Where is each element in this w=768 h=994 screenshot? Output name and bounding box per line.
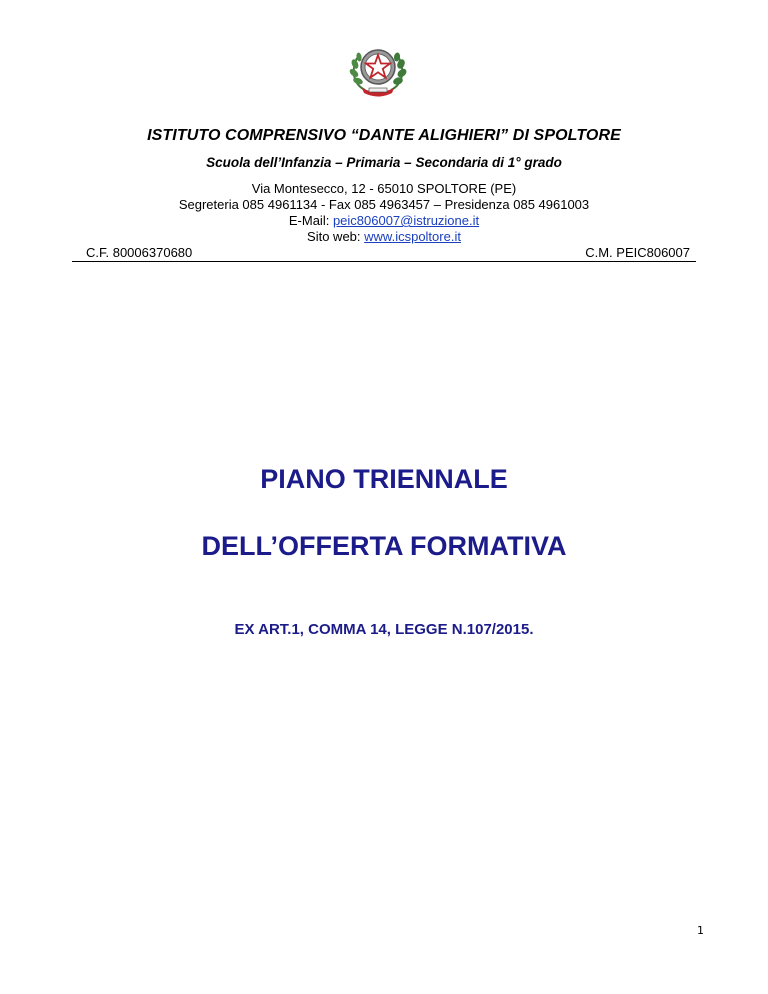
school-name: ISTITUTO COMPRENSIVO “DANTE ALIGHIERI” DI SPOLTORE — [147, 127, 621, 144]
website-label: Sito web: — [307, 229, 365, 244]
school-codes — [72, 245, 696, 261]
page-number: 1 — [697, 924, 704, 937]
email-link[interactable]: peic806007@istruzione.it — [332, 213, 480, 228]
mechanographic-code: C.M. PEIC806007 — [585, 245, 690, 260]
header-divider — [72, 261, 696, 262]
document-title-line1: PIANO TRIENNALE — [260, 464, 508, 494]
italian-republic-emblem-icon — [345, 40, 411, 98]
school-levels: Scuola dell’Infanzia – Primaria – Secondaria di 1° grado — [206, 155, 562, 170]
fiscal-code: C.F. 80006370680 — [86, 245, 193, 260]
email-label: E-Mail: — [288, 213, 333, 228]
email-line — [0, 213, 768, 229]
school-phones: Segreteria 085 4961134 - Fax 085 4963457 – Presidenza 085 4961003 — [178, 197, 590, 212]
school-address: Via Montesecco, 12 - 65010 SPOLTORE (PE) — [251, 181, 517, 196]
website-link[interactable]: www.icspoltore.it — [364, 229, 461, 244]
document-subtitle: EX ART.1, COMMA 14, LEGGE N.107/2015. — [234, 621, 534, 638]
document-title-line2: DELL’OFFERTA FORMATIVA — [201, 531, 567, 561]
website-line — [0, 229, 768, 245]
